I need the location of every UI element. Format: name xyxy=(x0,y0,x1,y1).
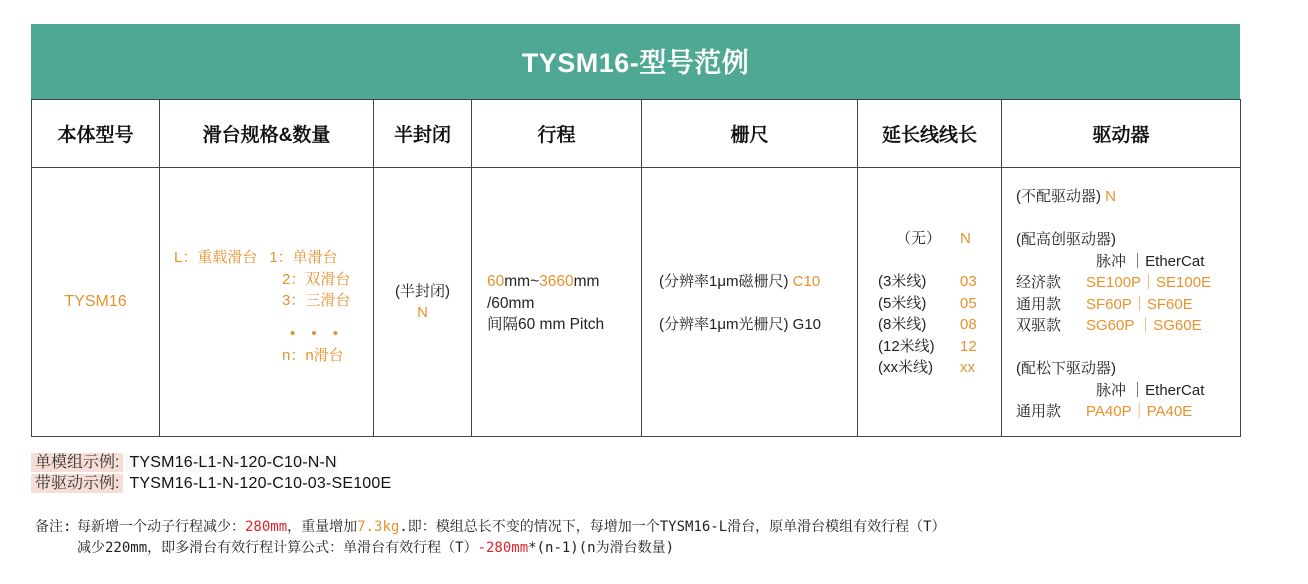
model-code: TYSM16 xyxy=(64,293,127,310)
note-text: *(n-1)(n为滑台数量) xyxy=(528,540,675,556)
ext-label: (5米线) xyxy=(878,294,927,312)
stroke-info xyxy=(487,271,604,336)
example-with-driver xyxy=(31,474,391,493)
slide-option-2: 2：双滑台 xyxy=(282,270,351,288)
driver-tier-label: 通用款 xyxy=(1016,295,1062,313)
ext-label: (3米线) xyxy=(878,273,927,290)
remark-note xyxy=(35,517,946,559)
scale-optical-label: (分辨率1μm光栅尺) xyxy=(659,316,789,333)
cell-scale xyxy=(642,168,858,437)
extension-options xyxy=(878,228,1000,379)
ext-none-label: （无） xyxy=(896,230,942,247)
ext-none-code: N xyxy=(960,230,971,247)
ext-code: 12 xyxy=(960,337,977,355)
ext-label: (xx米线) xyxy=(878,359,933,376)
slide-option-1: 1：单滑台 xyxy=(269,249,338,266)
stroke-step: /60mm xyxy=(487,294,535,312)
slide-options xyxy=(174,247,350,366)
header-model: 本体型号 xyxy=(32,100,160,168)
note-highlight: -280mm xyxy=(477,540,529,556)
driver-tier-label: 双驱款 xyxy=(1016,317,1062,334)
note-label: 备注: xyxy=(35,519,72,535)
stroke-unit-max: mm xyxy=(573,273,600,290)
header-stroke: 行程 xyxy=(472,100,642,168)
slide-option-3: 3：三滑台 xyxy=(282,292,351,309)
stroke-unit: mm~ xyxy=(504,273,540,290)
scale-options xyxy=(659,271,821,336)
slide-ellipsis: • • • xyxy=(290,325,345,342)
example-code: TYSM16-L1-N-120-C10-N-N xyxy=(123,454,336,472)
header-semi-closed: 半封闭 xyxy=(374,100,472,168)
driver-tier-code: SG60P ｜SG60E xyxy=(1086,317,1202,334)
driver-gch-title: (配高创驱动器) xyxy=(1016,231,1116,248)
note-text: .即：模组总长不变的情况下，每增加一个TYSM16-L滑台，原单滑台模组有效行程（T） xyxy=(399,519,946,535)
note-text: 每新增一个动子行程减少： xyxy=(77,519,245,535)
example-single-module xyxy=(31,453,337,472)
example-code: TYSM16-L1-N-120-C10-03-SE100E xyxy=(129,474,392,492)
example-label: 单模组示例: xyxy=(31,453,123,472)
scale-magnetic-code: C10 xyxy=(792,273,821,290)
note-text: ，重量增加 xyxy=(287,519,358,535)
cell-stroke xyxy=(472,168,642,437)
driver-tier-label: 通用款 xyxy=(1016,403,1062,420)
table-title: TYSM16-型号范例 xyxy=(31,24,1240,99)
driver-pan-title: (配松下驱动器) xyxy=(1016,360,1116,377)
driver-tier-label: 经济款 xyxy=(1016,274,1062,291)
ext-code: 03 xyxy=(960,273,977,290)
cell-semi-closed xyxy=(374,168,472,437)
ext-code: xx xyxy=(960,359,975,376)
ext-label: (8米线) xyxy=(878,316,927,333)
header-row xyxy=(32,100,1241,168)
header-extension: 延长线线长 xyxy=(858,100,1002,168)
driver-none-label: (不配驱动器) xyxy=(1016,188,1101,205)
driver-none-code: N xyxy=(1105,188,1117,205)
ext-label: (12米线) xyxy=(878,337,935,355)
model-spec-table xyxy=(31,99,1241,437)
scale-optical-code: G10 xyxy=(792,316,822,333)
cell-driver xyxy=(1002,168,1241,437)
semi-closed-label: (半封闭) xyxy=(395,282,450,300)
slide-type-label: L：重载滑台 xyxy=(174,249,258,266)
slide-option-n: n：n滑台 xyxy=(282,346,344,364)
note-highlight: 7.3kg xyxy=(357,519,400,535)
header-driver: 驱动器 xyxy=(1002,100,1241,168)
example-label: 带驱动示例: xyxy=(31,474,123,493)
stroke-min: 60 xyxy=(487,273,505,290)
cell-model xyxy=(32,168,160,437)
driver-pan-sub: 脉冲 ｜EtherCat xyxy=(1096,381,1205,399)
ext-code: 05 xyxy=(960,294,977,312)
header-slide-spec: 滑台规格&数量 xyxy=(160,100,374,168)
spec-row xyxy=(32,168,1241,437)
cell-extension xyxy=(858,168,1002,437)
driver-gch-sub: 脉冲 ｜EtherCat xyxy=(1096,252,1205,270)
driver-tier-code: SF60P｜SF60E xyxy=(1086,295,1193,313)
driver-tier-code: SE100P｜SE100E xyxy=(1086,274,1212,291)
header-scale: 栅尺 xyxy=(642,100,858,168)
scale-magnetic-label: (分辨率1μm磁栅尺) xyxy=(659,273,789,290)
driver-options xyxy=(1016,186,1211,423)
stroke-pitch: 间隔60 mm Pitch xyxy=(487,316,605,333)
stroke-max: 3660 xyxy=(539,273,574,290)
driver-tier-code: PA40P｜PA40E xyxy=(1086,403,1193,420)
ext-code: 08 xyxy=(960,316,977,333)
spec-table-container xyxy=(31,24,1240,437)
note-highlight: 280mm xyxy=(245,519,288,535)
semi-closed-code: N xyxy=(417,304,428,321)
note-text: 减少220mm，即多滑台有效行程计算公式：单滑台有效行程（T） xyxy=(77,540,478,556)
cell-slide-spec xyxy=(160,168,374,437)
